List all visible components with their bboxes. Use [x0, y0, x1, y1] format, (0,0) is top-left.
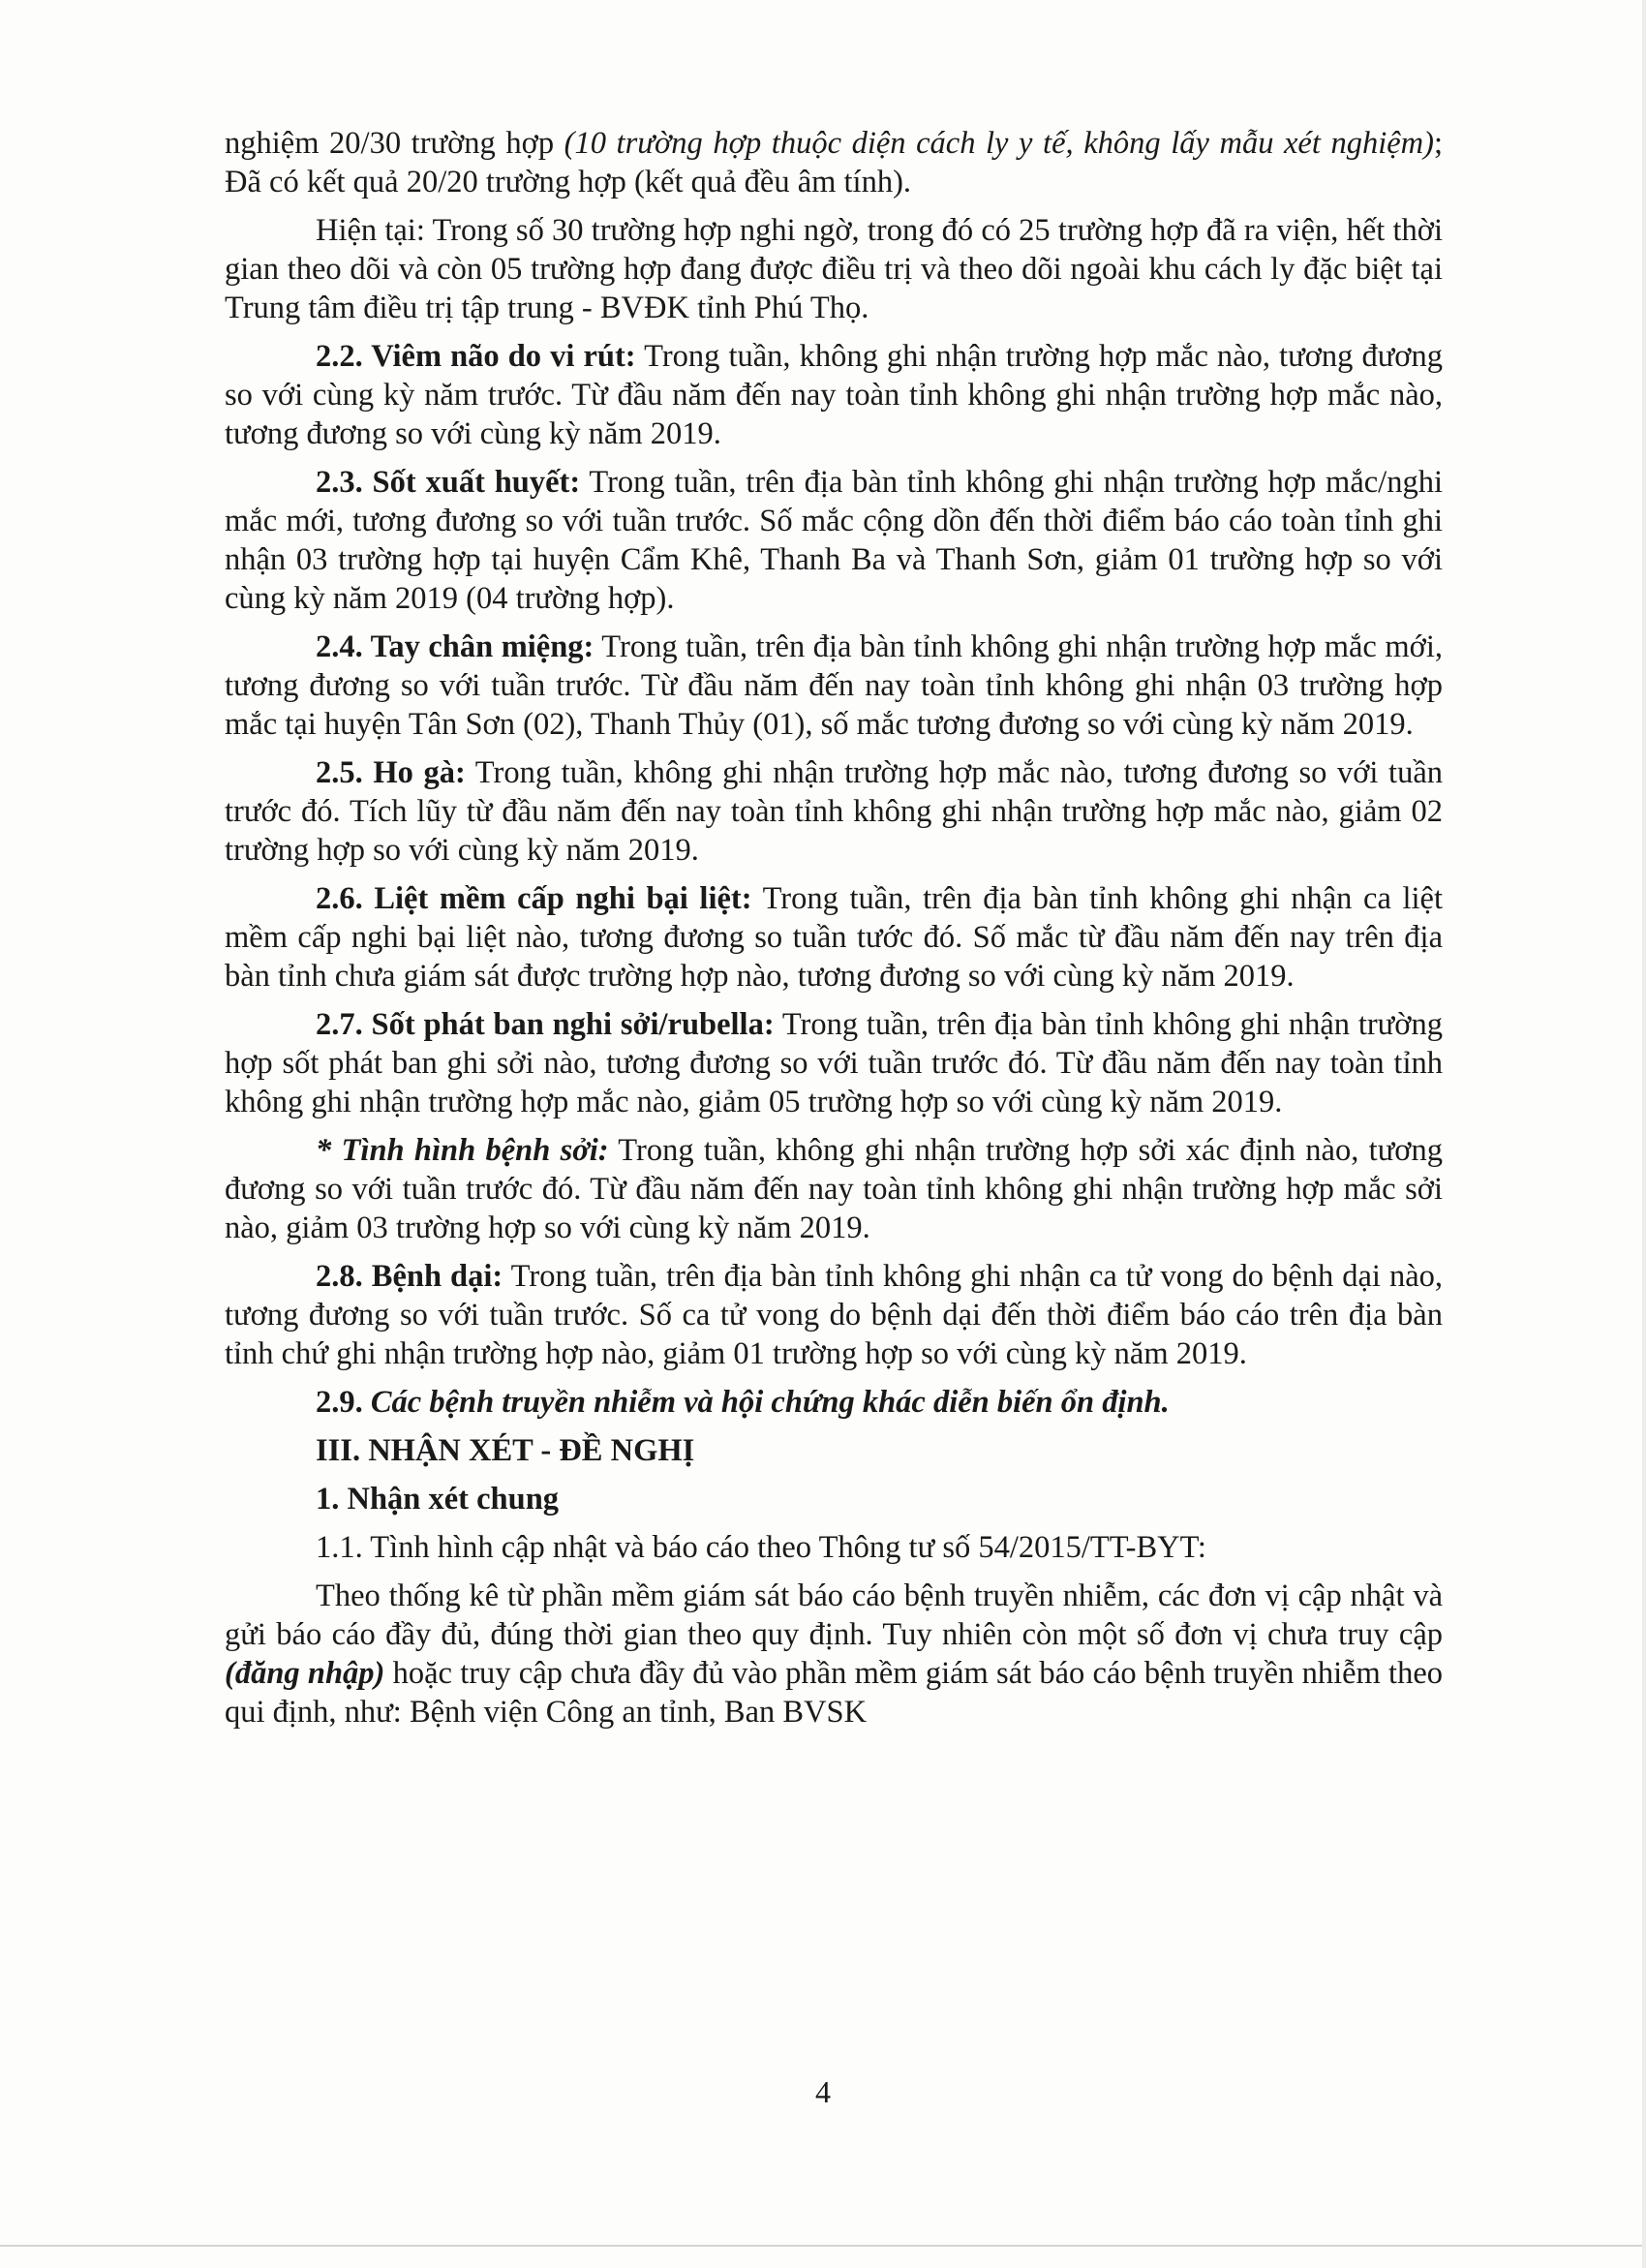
- subsection-1-1: 1.1. Tình hình cập nhật và báo cáo theo Thông tư số 54/2015/TT-BYT:: [316, 1530, 1206, 1565]
- section-2-8-heading: 2.8. Bệnh dại:: [316, 1259, 503, 1294]
- page-body: [225, 124, 1443, 1741]
- section-3-1-heading: 1. Nhận xét chung: [316, 1482, 560, 1517]
- paragraph-current-status: Hiện tại: Trong số 30 trường hợp nghi ngờ, trong đó có 25 trường hợp đã ra viện, hết thời gian theo dõi và còn 05 trường hợp đang được điều trị và theo dõi ngoài khu cách ly đặc biệt tại Trung tâm điều trị tập trung - BVĐK tỉnh Phú Thọ.: [225, 213, 1443, 325]
- measles-situation: * Tình hình bệnh sởi: Trong tuần, không ghi nhận trường hợp sởi xác định nào, tương đương so với tuần trước đó. Từ đầu năm đến nay toàn tỉnh không ghi nhận trường hợp mắc sởi nào, giảm 03 trường hợp so với cùng kỳ năm 2019.: [225, 1133, 1443, 1245]
- measles-heading: * Tình hình bệnh sởi:: [316, 1133, 609, 1168]
- section-2-8: 2.8. Bệnh dại: Trong tuần, trên địa bàn tỉnh không ghi nhận ca tử vong do bệnh dại nào, tương đương so với tuần trước. Số ca tử vong do bệnh dại đến thời điểm báo cáo trên địa bàn tỉnh chứ ghi nhận trường hợp nào, giảm 01 trường hợp so với cùng kỳ năm 2019.: [225, 1259, 1443, 1371]
- section-2-3: 2.3. Sốt xuất huyết: Trong tuần, trên địa bàn tỉnh không ghi nhận trường hợp mắc/nghi mắc mới, tương đương so với tuần trước. Số mắc cộng dồn đến thời điểm báo cáo toàn tỉnh ghi nhận 03 trường hợp tại huyện Cẩm Khê, Thanh Ba và Thanh Sơn, giảm 01 trường hợp so với cùng kỳ năm 2019 (04 trường hợp).: [225, 465, 1443, 616]
- section-2-5: 2.5. Ho gà: Trong tuần, không ghi nhận trường hợp mắc nào, tương đương so với tuần trước đó. Tích lũy từ đầu năm đến nay toàn tỉnh không ghi nhận trường hợp mắc nào, giảm 02 trường hợp so với cùng kỳ năm 2019.: [225, 755, 1444, 868]
- section-3-heading: III. NHẬN XÉT - ĐỀ NGHỊ: [316, 1433, 695, 1468]
- section-2-5-heading: 2.5. Ho gà:: [316, 755, 466, 790]
- section-2-3-heading: 2.3. Sốt xuất huyết:: [316, 465, 581, 500]
- section-2-4-heading: 2.4. Tay chân miệng:: [316, 629, 594, 664]
- section-2-6-heading: 2.6. Liệt mềm cấp nghi bại liệt:: [316, 881, 752, 916]
- section-2-2-heading: 2.2. Viêm não do vi rút:: [316, 339, 636, 374]
- paragraph-reporting-software: Theo thống kê từ phần mềm giám sát báo cáo bệnh truyền nhiễm, các đơn vị cập nhật và gửi báo cáo đầy đủ, đúng thời gian theo quy định. Tuy nhiên còn một số đơn vị chưa truy cập (đăng nhập) hoặc truy cập chưa đầy đủ vào phần mềm giám sát báo cáo bệnh truyền nhiễm theo qui định, như: Bệnh viện Công an tỉnh, Ban BVSK: [225, 1578, 1444, 1730]
- section-2-4: 2.4. Tay chân miệng: Trong tuần, trên địa bàn tỉnh không ghi nhận trường hợp mắc mới, tương đương so với tuần trước. Từ đầu năm đến nay toàn tỉnh không ghi nhận 03 trường hợp mắc tại huyện Tân Sơn (02), Thanh Thủy (01), số mắc tương đương so với cùng kỳ năm 2019.: [225, 629, 1443, 742]
- paragraph-test-results: nghiệm 20/30 trường hợp (10 trường hợp thuộc diện cách ly y tế, không lấy mẫu xét nghiệm); Đã có kết quả 20/20 trường hợp (kết quả đều âm tính).: [225, 126, 1443, 199]
- section-2-6: 2.6. Liệt mềm cấp nghi bại liệt: Trong tuần, trên địa bàn tỉnh không ghi nhận ca liệt mềm cấp nghi bại liệt nào, tương đương so tuần tước đó. Số mắc từ đầu năm đến nay trên địa bàn tỉnh chưa giám sát được trường hợp nào, tương đương so với cùng kỳ năm 2019.: [225, 881, 1443, 994]
- section-2-9-heading: 2.9.: [316, 1385, 363, 1420]
- scan-right-edge: [1642, 0, 1646, 2268]
- section-2-2: 2.2. Viêm não do vi rút: Trong tuần, không ghi nhận trường hợp mắc nào, tương đương so với cùng kỳ năm trước. Từ đầu năm đến nay toàn tỉnh không ghi nhận trường hợp mắc nào, tương đương so với cùng kỳ năm 2019.: [225, 339, 1443, 451]
- scan-bottom-line: [0, 2245, 1646, 2247]
- section-2-7: 2.7. Sốt phát ban nghi sởi/rubella: Trong tuần, trên địa bàn tỉnh không ghi nhận trường hợp sốt phát ban ghi sởi nào, tương đương so với tuần trước đó. Từ đầu năm đến nay toàn tỉnh không ghi nhận trường hợp mắc nào, giảm 05 trường hợp so với cùng kỳ năm 2019.: [225, 1007, 1443, 1119]
- section-2-9: 2.9. Các bệnh truyền nhiễm và hội chứng khác diễn biến ổn định.: [316, 1385, 1170, 1420]
- page-number: 4: [815, 2074, 831, 2109]
- section-2-7-heading: 2.7. Sốt phát ban nghi sởi/rubella:: [316, 1007, 775, 1042]
